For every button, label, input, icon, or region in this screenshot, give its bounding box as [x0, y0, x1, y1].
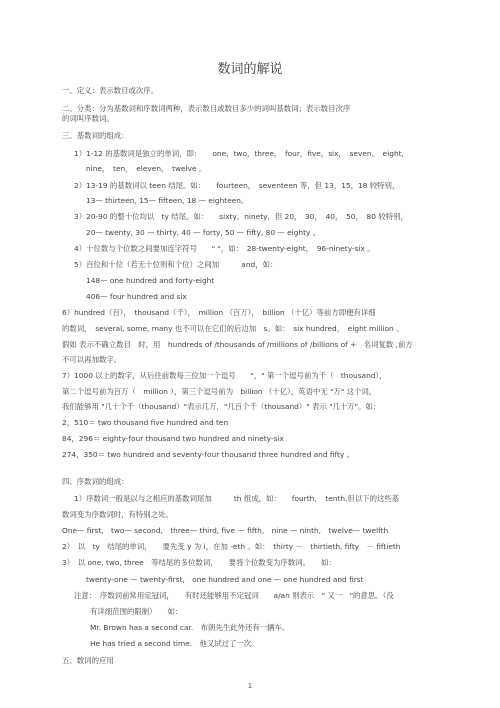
text-line: 274，350＝ two hundred and seventy-four thousand three hundred and fifty 。	[62, 450, 355, 459]
text-line: 注意： 序数词前常用定冠词， 有时还能够用不定冠词 a/an 则表示 " 又一 "的意思。（没	[74, 591, 394, 600]
text-line: 4）十位数与个位数之间要加连字符号 " "，如： 28-twenty-eight， 96-ninety-six 。	[74, 244, 375, 253]
text-line: 5）百位和十位（若无十位则和个位）之间加 and，如：	[74, 260, 278, 269]
text-line: 不可以再加数字。	[62, 355, 122, 364]
text-line: He has tried a second time. 他又试过了一次。	[90, 639, 259, 648]
text-line: 20— twenty, 30 — thirty, 40 — forty, 50 — fifty, 80 — eighty 。	[86, 228, 321, 237]
text-line: 数词变为序数词时，有特别之处。	[62, 510, 173, 519]
text-line: 7）1000 以上的数字，从后往前数每三位加一个逗号 "，" 第一个逗号前为千（ thousand），	[62, 371, 387, 380]
text-line: 的词叫序数词。	[62, 114, 114, 123]
text-line: 第二个逗号前为百万（ million ），第三个逗号前为 billion （十亿），英语中无 "万" 这个词，	[62, 387, 377, 396]
text-line: 2）13-19 的基数词以 teen 结尾。如： fourteen， seventeen 等，但 13，15，18 较特别，	[74, 181, 400, 190]
text-line: 三、基数词的组成：	[62, 131, 129, 140]
text-line: 有详细范围的限制） 如：	[90, 607, 183, 616]
text-line: 2，510＝ two thousand five hundred and ten	[62, 418, 229, 427]
text-line: 1）序数词一般是以与之相应的基数词尾加 th 组成，如： fourth， tenth,但以下的这些基	[74, 494, 400, 503]
text-line: 的数词， several, some, many 也不可以在它们的后边加 s。如： six hundred， eight million 。	[62, 324, 404, 333]
text-line: 四、序数词的组成：	[62, 477, 129, 486]
text-line: 2） 以 ty 结尾的单词， 要先变 y 为 i，在加 -eth 。如： thirty － thirtieth, fifty － fiftieth	[62, 542, 401, 551]
text-line: 3）20-90 的整十位均以 ty 结尾。如： sixty，ninety，但 20， 30， 40， 50， 80 较特别，	[74, 212, 408, 221]
text-line: twenty-one — twenty-first, one hundred and one — one hundred and first	[86, 575, 364, 584]
text-line: 406— four hundred and six	[86, 292, 187, 301]
text-line: nine， ten， eleven， twelve 。	[86, 164, 207, 173]
text-line: 84，296＝ eighty-four thousand two hundred and ninety-six	[62, 434, 284, 443]
page-number: 1	[247, 682, 253, 690]
text-line: 二、分类：分为基数词和序数词两种，表示数目或数目多少的词叫基数词；表示数目次序	[62, 104, 351, 113]
text-line: 3） 以 one, two, three 等结尾的多位数词， 要将个位数变为序数词。 如：	[62, 558, 336, 567]
text-line: 13— thirteen, 15— fifteen, 18 — eighteen。	[86, 196, 249, 205]
text-line: 1）1-12 的基数词是独立的单词，即： one，two，three， four，five，six， seven， eight，	[74, 149, 409, 158]
text-line: Mr. Brown has a second car. 布朗先生此外还有一辆车。	[90, 623, 290, 632]
text-line: 一、定义：表示数目或次序。	[62, 86, 159, 95]
text-line: 我们能够用 "几十个千（thousand）"表示几万，"几百个千（thousand）" 表示 "几十万"。如：	[62, 402, 381, 411]
document-title: 数词的解说	[217, 62, 283, 77]
text-line: 148— one hundred and forty-eight	[86, 276, 215, 285]
text-line: 假如 表示不确立数目 时，用 hundreds of /thousands of /millions of /billions of + 名词复数 ,前方	[62, 340, 413, 349]
text-line: 五、数词的应用	[62, 656, 114, 665]
text-line: One— first, two— second, three— third, five — fifth, nine — ninth, twelve— twelfth	[62, 526, 389, 535]
text-line: 6）hundred（百）， thousand（千）， million （百万）， billion （十亿）等前方即便有详细	[62, 308, 376, 317]
